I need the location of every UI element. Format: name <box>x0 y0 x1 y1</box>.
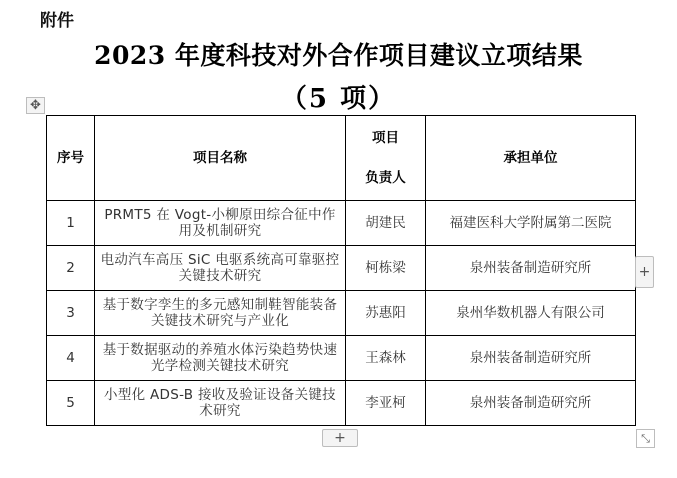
table-header-row <box>47 116 636 201</box>
row-index: 1 <box>47 201 95 246</box>
row-index: 4 <box>47 336 95 381</box>
row-project-name: PRMT5 在 Vogt-小柳原田综合征中作用及机制研究 <box>95 201 346 246</box>
row-unit: 泉州装备制造研究所 <box>426 381 636 426</box>
table-resize-handle[interactable] <box>636 429 655 448</box>
table-row <box>47 336 636 381</box>
table-row <box>47 201 636 246</box>
row-project-name: 基于数据驱动的养殖水体污染趋势快速光学检测关键技术研究 <box>95 336 346 381</box>
results-table[interactable] <box>46 115 636 426</box>
move-arrows-icon: ✥ <box>30 98 41 113</box>
plus-icon: + <box>334 430 346 446</box>
table-row <box>47 246 636 291</box>
row-unit: 福建医科大学附属第二医院 <box>426 201 636 246</box>
row-unit: 泉州装备制造研究所 <box>426 336 636 381</box>
resize-diagonal-icon: ⤡ <box>641 432 650 445</box>
row-unit: 泉州华数机器人有限公司 <box>426 291 636 336</box>
row-leader: 李亚柯 <box>346 381 426 426</box>
table-row <box>47 381 636 426</box>
header-leader <box>346 116 426 201</box>
row-leader: 苏惠阳 <box>346 291 426 336</box>
row-project-name: 小型化 ADS-B 接收及验证设备关键技术研究 <box>95 381 346 426</box>
row-index: 2 <box>47 246 95 291</box>
header-leader-line2: 负责人 <box>365 170 406 186</box>
table-row <box>47 291 636 336</box>
row-leader: 王森林 <box>346 336 426 381</box>
row-project-name: 电动汽车高压 SiC 电驱系统高可靠驱控关键技术研究 <box>95 246 346 291</box>
header-leader-line1: 项目 <box>372 130 399 146</box>
document-title: 2023 年度科技对外合作项目建议立项结果 <box>94 41 583 70</box>
header-index: 序号 <box>47 116 95 201</box>
header-unit: 承担单位 <box>426 116 636 201</box>
document-subtitle: （5 项） <box>280 84 397 114</box>
attachment-label: 附件 <box>40 11 74 31</box>
table-move-handle[interactable] <box>26 97 45 114</box>
row-leader: 胡建民 <box>346 201 426 246</box>
add-column-button[interactable] <box>635 256 654 288</box>
row-project-name: 基于数字孪生的多元感知制鞋智能装备关键技术研究与产业化 <box>95 291 346 336</box>
plus-icon: + <box>638 264 651 280</box>
row-unit: 泉州装备制造研究所 <box>426 246 636 291</box>
row-index: 3 <box>47 291 95 336</box>
header-name: 项目名称 <box>95 116 346 201</box>
row-index: 5 <box>47 381 95 426</box>
add-row-button[interactable] <box>322 429 358 447</box>
row-leader: 柯栋梁 <box>346 246 426 291</box>
